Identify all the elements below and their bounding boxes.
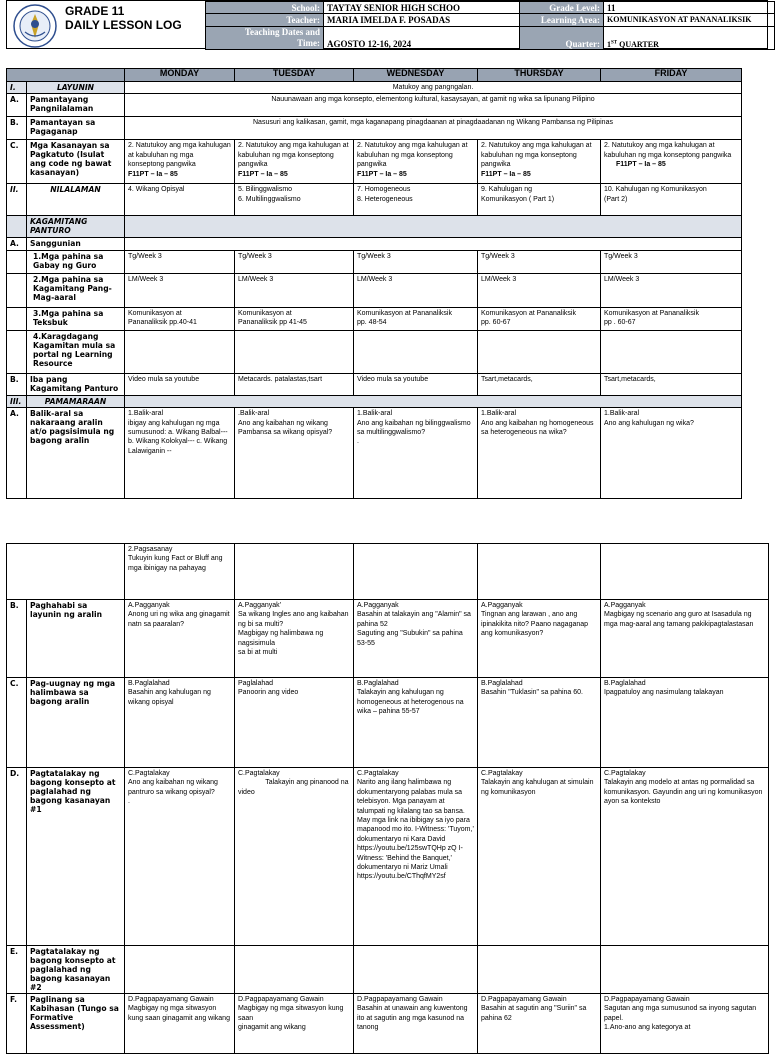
gabay-cell: Tg/Week 3	[601, 250, 742, 273]
iba-pang-label: Iba pang Kagamitang Panturo	[27, 373, 125, 395]
gabay-cell: Tg/Week 3	[354, 250, 478, 273]
lm-cell: LM/Week 3	[235, 273, 354, 307]
balik-aral-cell: .Balik-aral Ano ang kaibahan ng wikang Pambansa sa wikang opisyal?	[235, 408, 354, 499]
pamantayan-pagaganap-label: Pamantayan sa Pagaganap	[27, 117, 125, 140]
balik-aral-row: A. Balik-aral sa nakaraang aralin at/o pagsisimula ng bagong aralin 1.Balik-aral ibigay ang kahulugan ng mga sumusunod: a. Wikang Balbal--- b. Wikang Kolokyal--- c. Wikang Lalawiganin -- .Balik-aral Ano ang kaibahan ng wikang Pambansa sa wikang opisyal? 1.Balik-aral Ano ang kaibahan ng bilinggwalismo sa multilinggwalismo? . 1.Balik-aral Ano ang kaibahan ng homogeneous sa heterogeneous na wika? 1.Balik-aral Ano ang kahulugan ng wika?	[7, 408, 742, 499]
layunin-text: Matukoy ang pangngalan.	[125, 82, 742, 94]
nilalaman-cell: 7. Homogeneous 8. Heterogeneous	[354, 184, 478, 216]
teksbuk-cell: Komunikasyon at Pananaliksik pp . 60-67	[601, 307, 742, 330]
pamantayang-pangnilalaman-row: A. Pamantayang Pangnilalaman Nauunawaan ang mga konsepto, elementong kultural, kasaysayan, at gamit ng wika sa lipunang Pilipino	[7, 94, 742, 117]
paglinang-cell: D.Pagpapayamang Gawain Basahin at sagutin ang "Suriin" sa pahina 62	[478, 994, 601, 1054]
teksbuk-row	[7, 307, 742, 330]
school-label: School:	[206, 2, 324, 14]
paglinang-cell: D.Pagpapayamang Gawain Magbigay ng mga sitwasyon kung saan ginagamit ang wikang	[235, 994, 354, 1054]
day-thursday: THURSDAY	[478, 69, 601, 82]
pagtatalakay-2-row: E. Pagtatalakay ng bagong konsepto at paglalahad ng bagong kasanayan #2	[7, 946, 769, 994]
sanggunian-label: Sanggunian	[27, 238, 125, 250]
day-tuesday: TUESDAY	[235, 69, 354, 82]
teksbuk-cell: Komunikasyon at Pananaliksik pp.40-41	[125, 307, 235, 330]
teacher-label: Teacher:	[206, 14, 324, 26]
pag-uugnay-cell: B.Paglalahad Basahin ang kahulugan ng wikang opisyal	[125, 678, 235, 768]
day-header-row	[7, 69, 742, 82]
grade-title: GRADE 11	[65, 4, 125, 18]
kasanayan-cell: 2. Natutukoy ang mga kahulugan at kabuluhan ng mga konseptong pangwika F11PT – Ia – 85	[601, 140, 742, 184]
lm-cell: LM/Week 3	[601, 273, 742, 307]
balik-aral-cell: 1.Balik-aral Ano ang kaibahan ng bilinggwalismo sa multilinggwalismo? .	[354, 408, 478, 499]
quarter-label: Quarter:	[520, 26, 604, 50]
lm-cell: LM/Week 3	[125, 273, 235, 307]
pagsasanay-row	[7, 544, 769, 600]
paglinang-cell: D.Pagpapayamang Gawain Magbigay ng mga sitwasyon kung saan ginagamit ang wikang	[125, 994, 235, 1054]
header-info-table	[205, 1, 775, 50]
gabay-cell: Tg/Week 3	[478, 250, 601, 273]
pagtatalakay-1-cell: C.Pagtalakay Ano ang kaibahan ng wikang pantruro sa wikang opisyal? .	[125, 768, 235, 946]
pagtatalakay-2-label: Pagtatalakay ng bagong konsepto at paglalahad ng bagong kasanayan #2	[27, 946, 125, 994]
nilalaman-cell: 9. Kahulugan ng Komunikasyon ( Part 1)	[478, 184, 601, 216]
kasanayan-cell: 2. Natutukoy ang mga kahulugan at kabuluhan ng mga konseptong pangwika F11PT – Ia – 85	[354, 140, 478, 184]
paglinang-cell: D.Pagpapayamang Gawain Sagutan ang mga sumusunod sa inyong sagutan papel. 1.Ano-ano ang kategorya at	[601, 994, 769, 1054]
pagtatalakay-1-label: Pagtatalakay ng bagong konsepto at paglalahad ng bagong kasanayan #1	[27, 768, 125, 946]
iba-pang-cell: Tsart,metacards,	[601, 373, 742, 395]
iba-pang-cell: Tsart,metacards,	[478, 373, 601, 395]
iba-pang-cell: Video mula sa youtube	[354, 373, 478, 395]
balik-aral-cell: 1.Balik-aral Ano ang kaibahan ng homogeneous sa heterogeneous na wika?	[478, 408, 601, 499]
kasanayan-cell: 2. Natutukoy ang mga kahulugan at kabuluhan ng mga konseptong pangwika F11PT – Ia – 85	[235, 140, 354, 184]
teksbuk-label: 3.Mga pahina sa Teksbuk	[27, 307, 125, 330]
day-wednesday: WEDNESDAY	[354, 69, 478, 82]
gabay-row	[7, 250, 742, 273]
nilalaman-cell: 5. Bilinggwalismo 6. Multilinggwalismo	[235, 184, 354, 216]
nilalaman-label: NILALAMAN	[27, 184, 125, 216]
grade-level-value: 11	[604, 2, 775, 14]
kagamitang-row	[7, 216, 742, 238]
gabay-label: 1.Mga pahina sa Gabay ng Guro	[27, 250, 125, 273]
day-friday: FRIDAY	[601, 69, 742, 82]
gabay-cell: Tg/Week 3	[235, 250, 354, 273]
teksbuk-cell: Komunikasyon at Pananaliksik pp 41-45	[235, 307, 354, 330]
pamamaraan-label: PAMAMARAAN	[27, 395, 125, 407]
teacher-value: MARIA IMELDA F. POSADAS	[324, 14, 520, 26]
lm-cell: LM/Week 3	[354, 273, 478, 307]
deped-seal-icon	[13, 4, 57, 48]
pag-uugnay-cell: Paglalahad Panoorin ang video	[235, 678, 354, 768]
learning-area-value: KOMUNIKASYON AT PANANALIKSIK	[604, 14, 775, 26]
pamantayan-pagaganap-row: B. Pamantayan sa Pagaganap Nasusuri ang kalikasan, gamit, mga kaganapang pinagdaanan at pinagdaadanan ng Wikang Pambansa ng Pilipinas	[7, 117, 742, 140]
layunin-row: I. LAYUNIN Matukoy ang pangngalan.	[7, 82, 742, 94]
lm-cell: LM/Week 3	[478, 273, 601, 307]
kasanayan-cell: 2. Natutukoy ang mga kahulugan at kabuluhan ng mga konseptong pangwika F11PT – Ia – 85	[478, 140, 601, 184]
nilalaman-cell: 4. Wikang Opisyal	[125, 184, 235, 216]
pagtatalakay-1-row: D. Pagtatalakay ng bagong konsepto at paglalahad ng bagong kasanayan #1 C.Pagtalakay Ano ang kaibahan ng wikang pantruro sa wikang opisyal? . C.Pagtalakay Talakayin ang pinanood na video C.Pagtalakay Narito ang ilang halimbawa ng dokumentaryong palabas mula sa telebisyon. Mga panayam at talumpati ng kilalang tao sa bansa. May mga link na ibibigay sa iyo para mapanood mo ito. I-Witness: 'Tuyom,' dokumentaryo ni Kara David https://youtu.be/125swTQHp zQ I-Witness: 'Behind the Banquet,' dokumentaryo ni Mariz Umali https://youtu.be/CThqfMY2sf C.Pagtalakay Talakayin ang kahulugan at simulain ng komunikasyon C.Pagtalakay Talakayin ang modelo at antas ng pormalidad sa komunikasyon. Gayundin ang uri ng komunikasyon ayon sa konteksto	[7, 768, 769, 946]
paglinang-label: Paglinang sa Kabihasan (Tungo sa Formative Assessment)	[27, 994, 125, 1054]
pamantayang-pangnilalaman-text: Nauunawaan ang mga konsepto, elementong kultural, kasaysayan, at gamit ng wika sa lipunang Pilipino	[125, 94, 742, 117]
lesson-log-table-page-2	[6, 543, 769, 1054]
dates-value: AGOSTO 12-16, 2024	[324, 26, 520, 50]
teksbuk-cell: Komunikasyon at Pananaliksik pp. 60-67	[478, 307, 601, 330]
karagdagang-label: 4.Karagdagang Kagamitan mula sa portal ng Learning Resource	[27, 330, 125, 373]
lesson-log-header	[6, 0, 768, 49]
lesson-log-table-page-1	[6, 68, 742, 499]
pagtatalakay-1-cell: C.Pagtalakay Talakayin ang kahulugan at simulain ng komunikasyon	[478, 768, 601, 946]
pamantayang-pangnilalaman-label: Pamantayang Pangnilalaman	[27, 94, 125, 117]
pagtatalakay-1-cell: C.Pagtalakay Talakayin ang modelo at antas ng pormalidad sa komunikasyon. Gayundin ang uri ng komunikasyon ayon sa konteksto	[601, 768, 769, 946]
pag-uugnay-cell: B.Paglalahad Basahin "Tuklasin" sa pahina 60.	[478, 678, 601, 768]
layunin-label: LAYUNIN	[27, 82, 125, 94]
pagtatalakay-1-cell: C.Pagtalakay Talakayin ang pinanood na video	[235, 768, 354, 946]
sanggunian-row: A. Sanggunian	[7, 238, 742, 250]
kasanayan-row: C. Mga Kasanayan sa Pagkatuto (Isulat ang code ng bawat kasanayan) 2. Natutukoy ang mga kahulugan at kabuluhan ng mga konseptong pangwika F11PT – Ia – 85 2. Natutukoy ang mga kahulugan at kabuluhan ng mga konseptong pangwika F11PT – Ia – 85 2. Natutukoy ang mga kahulugan at kabuluhan ng mga konseptong pangwika F11PT – Ia – 85 2. Natutukoy ang mga kahulugan at kabuluhan ng mga konseptong pangwika F11PT – Ia – 85 2. Natutukoy ang mga kahulugan at kabuluhan ng mga konseptong pangwika F11PT – Ia – 85	[7, 140, 742, 184]
teksbuk-cell: Komunikasyon at Pananaliksik pp. 48-54	[354, 307, 478, 330]
nilalaman-row: II. NILALAMAN 4. Wikang Opisyal 5. Bilinggwalismo 6. Multilinggwalismo 7. Homogeneous 8. Heterogeneous 9. Kahulugan ng Komunikasyon ( Part 1) 10. Kahulugan ng Komunikasyon (Part 2)	[7, 184, 742, 216]
paghahabi-cell: A.Pagganyak Magbigay ng scenario ang guro at Isasadula ng mga mag-aaral ang tamang pakikipagtalastasan	[601, 600, 769, 678]
balik-aral-label: Balik-aral sa nakaraang aralin at/o pagsisimula ng bagong aralin	[27, 408, 125, 499]
paglinang-row: F. Paglinang sa Kabihasan (Tungo sa Formative Assessment) D.Pagpapayamang Gawain Magbigay ng mga sitwasyon kung saan ginagamit ang wikang D.Pagpapayamang Gawain Magbigay ng mga sitwasyon kung saan ginagamit ang wikang D.Pagpapayamang Gawain Basahin at unawain ang kuwentong ito at sagutin ang mga kasunod na tanong D.Pagpapayamang Gawain Basahin at sagutin ang "Suriin" sa pahina 62 D.Pagpapayamang Gawain Sagutan ang mga sumusunod sa inyong sagutan papel. 1.Ano-ano ang kategorya at	[7, 994, 769, 1054]
pamamaraan-row: III. PAMAMARAAN	[7, 395, 742, 407]
kagamitang-pang-aaral-row	[7, 273, 742, 307]
paghahabi-label: Paghahabi sa layunin ng aralin	[27, 600, 125, 678]
pag-uugnay-cell: B.Paglalahad Ipagpatuloy ang nasimulang talakayan	[601, 678, 769, 768]
pag-uugnay-label: Pag-uugnay ng mga halimbawa sa bagong aralin	[27, 678, 125, 768]
paghahabi-cell: A.Pagganyak Basahin at talakayin ang "Alamin" sa pahina 52 Saguting ang "Subukin" sa pahina 53-55	[354, 600, 478, 678]
learning-area-label: Learning Area:	[520, 14, 604, 26]
iba-pang-cell: Video mula sa youtube	[125, 373, 235, 395]
gabay-cell: Tg/Week 3	[125, 250, 235, 273]
kagamitang-pang-aaral-label: 2.Mga pahina sa Kagamitang Pang-Mag-aaral	[27, 273, 125, 307]
grade-level-label: Grade Level:	[520, 2, 604, 14]
quarter-value: 1ST QUARTER	[604, 26, 775, 50]
school-value: TAYTAY SENIOR HIGH SCHOO	[324, 2, 520, 14]
log-title: DAILY LESSON LOG	[65, 18, 182, 32]
balik-aral-cell: 1.Balik-aral Ano ang kahulugan ng wika?	[601, 408, 742, 499]
dates-label: Teaching Dates and Time:	[206, 26, 324, 50]
balik-aral-cell: 1.Balik-aral ibigay ang kahulugan ng mga sumusunod: a. Wikang Balbal--- b. Wikang Kolokyal--- c. Wikang Lalawiganin --	[125, 408, 235, 499]
iba-pang-row: B. Iba pang Kagamitang Panturo Video mula sa youtube Metacards. patalastas,tsart Video mula sa youtube Tsart,metacards, Tsart,metacards,	[7, 373, 742, 395]
iba-pang-cell: Metacards. patalastas,tsart	[235, 373, 354, 395]
nilalaman-cell: 10. Kahulugan ng Komunikasyon (Part 2)	[601, 184, 742, 216]
kasanayan-label: Mga Kasanayan sa Pagkatuto (Isulat ang code ng bawat kasanayan)	[27, 140, 125, 184]
kasanayan-cell: 2. Natutukoy ang mga kahulugan at kabuluhan ng mga konseptong pangwika F11PT – Ia – 85	[125, 140, 235, 184]
pagtatalakay-1-cell: C.Pagtalakay Narito ang ilang halimbawa ng dokumentaryong palabas mula sa telebisyon. Mga panayam at talumpati ng kilalang tao sa bansa. May mga link na ibibigay sa iyo para mapanood mo ito. I-Witness: 'Tuyom,' dokumentaryo ni Kara David https://youtu.be/125swTQHp zQ I-Witness: 'Behind the Banquet,' dokumentaryo ni Mariz Umali https://youtu.be/CThqfMY2sf	[354, 768, 478, 946]
blank-header-cell	[7, 69, 125, 82]
kagamitang-label: KAGAMITANG PANTURO	[27, 216, 125, 238]
pagsasanay-cell: 2.Pagsasanay Tukuyin kung Fact or Bluff ang mga ibinigay na pahayag	[125, 544, 235, 600]
paghahabi-cell: A.Pagganyak Anong uri ng wika ang ginagamit natn sa paaralan?	[125, 600, 235, 678]
pag-uugnay-row: C. Pag-uugnay ng mga halimbawa sa bagong aralin B.Paglalahad Basahin ang kahulugan ng wikang opisyal Paglalahad Panoorin ang video B.Paglalahad Talakayin ang kahulugan ng homogeneous at heterogenous na wika – pahina 55-57 B.Paglalahad Basahin "Tuklasin" sa pahina 60. B.Paglalahad Ipagpatuloy ang nasimulang talakayan	[7, 678, 769, 768]
paghahabi-cell: A.Pagganyak Tingnan ang larawan , ano ang ipinakikita nito? Paano nagaganap ang komunikasyon?	[478, 600, 601, 678]
paghahabi-row: B. Paghahabi sa layunin ng aralin A.Pagganyak Anong uri ng wika ang ginagamit natn sa paaralan? A.Pagganyak' Sa wikang Ingles ano ang kaibahan ng bi sa multi? Magbigay ng halimbawa ng nagsisimula sa bi at multi A.Pagganyak Basahin at talakayin ang "Alamin" sa pahina 52 Saguting ang "Subukin" sa pahina 53-55 A.Pagganyak Tingnan ang larawan , ano ang ipinakikita nito? Paano nagaganap ang komunikasyon? A.Pagganyak Magbigay ng scenario ang guro at Isasadula ng mga mag-aaral ang tamang pakikipagtalastasan	[7, 600, 769, 678]
karagdagang-row	[7, 330, 742, 373]
paghahabi-cell: A.Pagganyak' Sa wikang Ingles ano ang kaibahan ng bi sa multi? Magbigay ng halimbawa ng nagsisimula sa bi at multi	[235, 600, 354, 678]
paglinang-cell: D.Pagpapayamang Gawain Basahin at unawain ang kuwentong ito at sagutin ang mga kasunod na tanong	[354, 994, 478, 1054]
day-monday: MONDAY	[125, 69, 235, 82]
pag-uugnay-cell: B.Paglalahad Talakayin ang kahulugan ng homogeneous at heterogenous na wika – pahina 55-57	[354, 678, 478, 768]
pamantayan-pagaganap-text: Nasusuri ang kalikasan, gamit, mga kaganapang pinagdaanan at pinagdaadanan ng Wikang Pambansa ng Pilipinas	[125, 117, 742, 140]
